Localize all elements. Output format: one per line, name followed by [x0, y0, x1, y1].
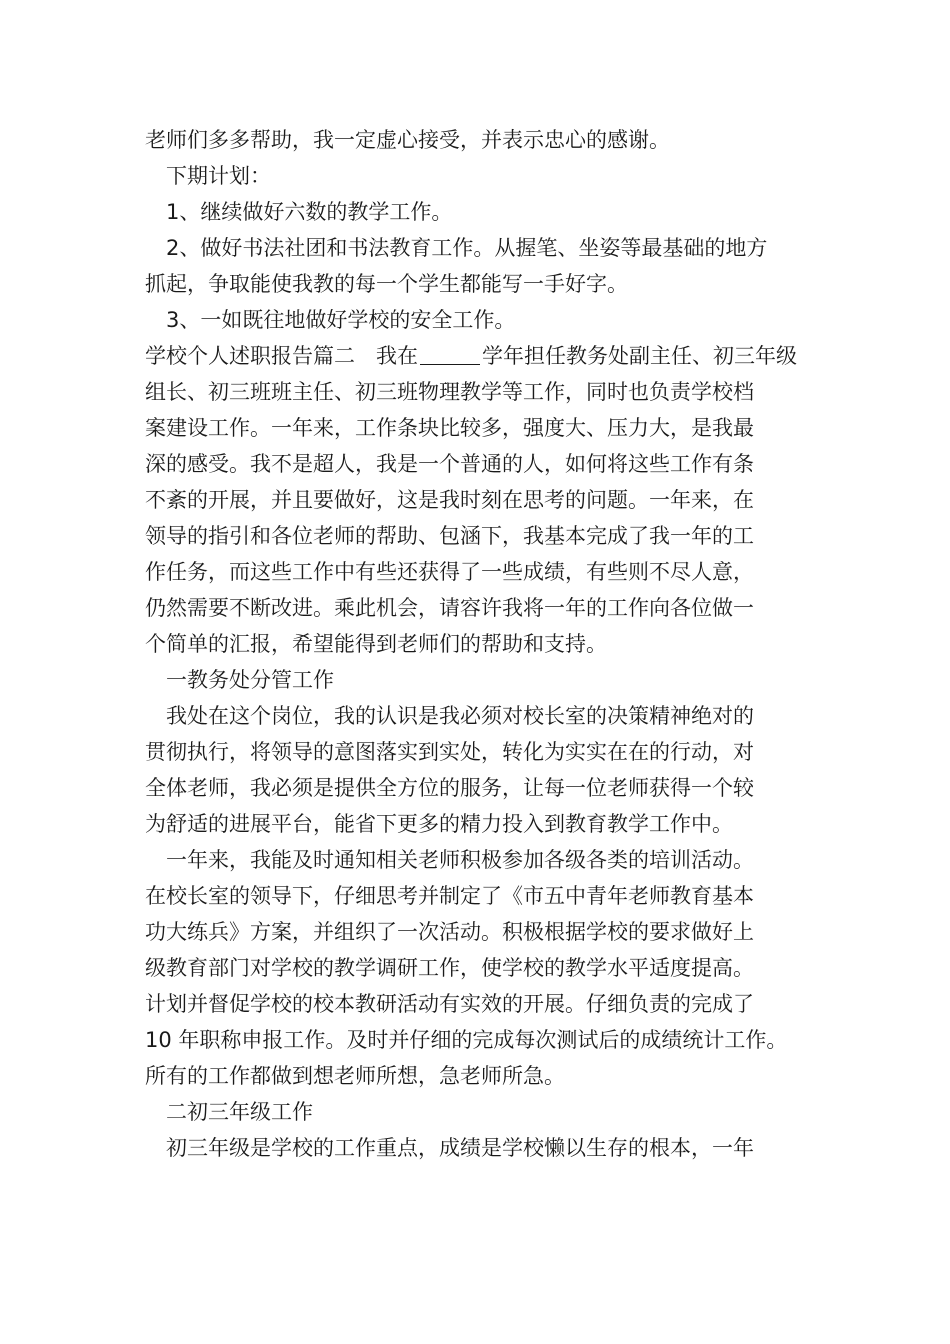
text-line: 全体老师，我必须是提供全方位的服务，让每一位老师获得一个较 — [145, 776, 754, 800]
fill-in-blank — [420, 344, 480, 365]
text-line: 不紊的开展，并且要做好，这是我时刻在思考的问题。一年来，在 — [145, 488, 754, 512]
section-heading: 二初三年级工作 — [166, 1100, 313, 1124]
text-line: 领导的指引和各位老师的帮助、包涵下，我基本完成了我一年的工 — [145, 524, 754, 548]
text-line: 仍然需要不断改进。乘此机会，请容许我将一年的工作向各位做一 — [145, 596, 754, 620]
text-line: 老师们多多帮助，我一定虚心接受，并表示忠心的感谢。 — [145, 128, 670, 152]
text-line: 作任务，而这些工作中有些还获得了一些成绩，有些则不尽人意， — [145, 560, 754, 584]
text-line: 计划并督促学校的校本教研活动有实效的开展。仔细负责的完成了 — [145, 992, 754, 1016]
text-line: 深的感受。我不是超人，我是一个普通的人，如何将这些工作有条 — [145, 452, 754, 476]
heading-text-before-blank: 学校个人述职报告篇二 我在 — [145, 344, 418, 368]
text-line: 1、继续做好六数的教学工作。 — [166, 200, 453, 224]
heading-text-after-blank: 学年担任教务处副主任、初三年级 — [482, 344, 797, 368]
section-heading: 一教务处分管工作 — [166, 668, 334, 692]
text-line: 功大练兵》方案，并组织了一次活动。积极根据学校的要求做好上 — [145, 920, 754, 944]
report-heading-line — [145, 338, 797, 374]
text-line: 所有的工作都做到想老师所想，急老师所急。 — [145, 1064, 565, 1088]
text-line: 级教育部门对学校的教学调研工作，使学校的教学水平适度提高。 — [145, 956, 754, 980]
text-line: 我处在这个岗位，我的认识是我必须对校长室的决策精神绝对的 — [166, 704, 754, 728]
text-line: 下期计划： — [166, 164, 271, 188]
text-line: 个简单的汇报，希望能得到老师们的帮助和支持。 — [145, 632, 607, 656]
text-line: 2、做好书法社团和书法教育工作。从握笔、坐姿等最基础的地方 — [166, 236, 768, 260]
text-line: 在校长室的领导下，仔细思考并制定了《市五中青年老师教育基本 — [145, 884, 754, 908]
text-line: 贯彻执行，将领导的意图落实到实处，转化为实实在在的行动，对 — [145, 740, 754, 764]
text-line: 抓起，争取能使我教的每一个学生都能写一手好字。 — [145, 272, 628, 296]
text-line: 组长、初三班班主任、初三班物理教学等工作，同时也负责学校档 — [145, 380, 754, 404]
text-line: 10 年职称申报工作。及时并仔细的完成每次测试后的成绩统计工作。 — [145, 1028, 788, 1052]
text-line: 为舒适的进展平台，能省下更多的精力投入到教育教学工作中。 — [145, 812, 733, 836]
text-line: 初三年级是学校的工作重点，成绩是学校懒以生存的根本，一年 — [166, 1136, 754, 1160]
text-line: 案建设工作。一年来，工作条块比较多，强度大、压力大，是我最 — [145, 416, 754, 440]
text-line: 一年来，我能及时通知相关老师积极参加各级各类的培训活动。 — [166, 848, 754, 872]
text-line: 3、一如既往地做好学校的安全工作。 — [166, 308, 516, 332]
